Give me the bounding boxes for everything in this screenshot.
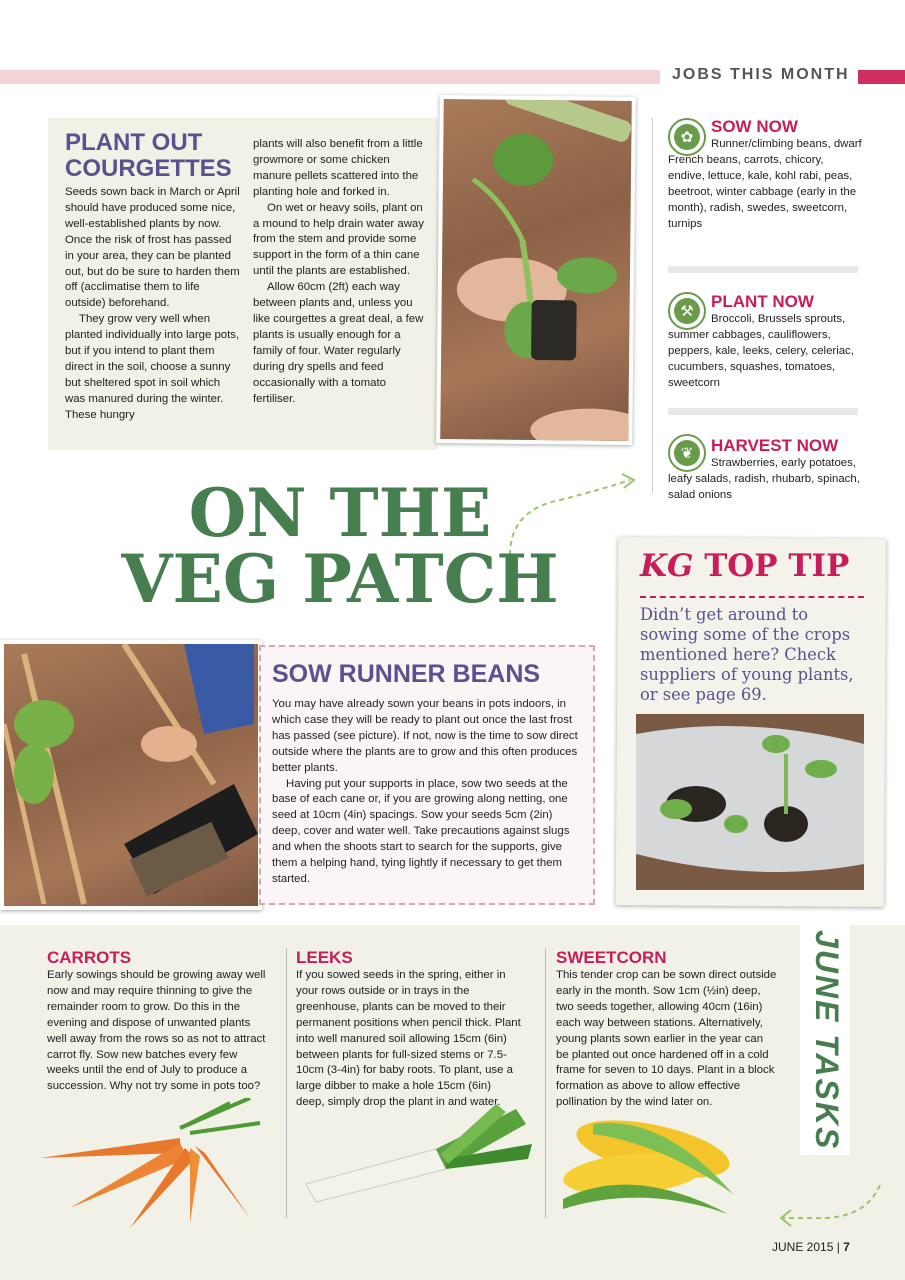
leeks-title: LEEKS bbox=[296, 948, 353, 967]
june-tasks-label: JUNE TASKS bbox=[809, 930, 845, 1151]
section-title: JOBS THIS MONTH bbox=[672, 66, 850, 83]
leeks-text: If you sowed seeds in the spring, either in your rows outside or in trays in the greenhouse, plants can be moved to their permanent positions when pencil thick. Plant into well manured soil allowing 15cm (6in) between plants for full-sized stems or 7.5-10cm (3-4in) for baby roots. To plant, use a large dibber to make a hole 15cm (6in) deep, simply drop the plant in and water. bbox=[296, 969, 521, 1109]
title-line-2: VEG PATCH bbox=[121, 540, 559, 618]
sidebar-rule bbox=[668, 408, 858, 415]
young-plants-photo bbox=[636, 714, 864, 890]
carrots-title: CARROTS bbox=[47, 948, 132, 967]
carrots-text: Early sowings should be growing away well now and may require thinning to give the remainder room to grow. Do this in the evening and dispose of unwanted plants well away from the rows so as not to attract carrot fly. Sow new batches every few weeks until the end of July to produce a succession. Why not try some in pots too? bbox=[47, 969, 266, 1093]
column-divider bbox=[286, 948, 287, 1218]
paragraph: They grow very well when planted individually into large pots, but if you intend to plant them direct in the soil, choose a sunny but sheltered spot in soil which was manured during the winter. These hungry bbox=[65, 313, 240, 421]
leek-icon bbox=[296, 1104, 532, 1204]
runner-beans-text bbox=[272, 697, 580, 888]
runner-bean-photo bbox=[0, 640, 262, 910]
paragraph: On wet or heavy soils, plant on a mound to help drain water away from the stem and provide some support in the form of a thin cane until the plants are established. bbox=[253, 201, 424, 278]
top-tip-label: TOP TIP bbox=[704, 548, 850, 584]
header-band bbox=[0, 70, 660, 84]
sidebar-rule bbox=[668, 266, 858, 273]
column-divider bbox=[545, 948, 546, 1218]
page-title bbox=[80, 474, 600, 618]
leaf-icon: ❦ bbox=[668, 434, 706, 472]
top-tip-title bbox=[640, 548, 849, 584]
harvest-now-text: Strawberries, early potatoes, leafy salads, radish, rhubarb, spinach, salad onions bbox=[668, 457, 860, 501]
sidebar-divider bbox=[652, 118, 653, 493]
header-accent bbox=[858, 70, 905, 84]
sow-now-title: SOW NOW bbox=[711, 117, 798, 136]
courgettes-column-1 bbox=[65, 185, 240, 424]
sow-now-text: Runner/climbing beans, dwarf French beans, carrots, chicory, endive, lettuce, kale, kohl rabi, peas, beetroot, winter cabbage (early in the month), radish, swedes, sweetcorn, turnips bbox=[668, 138, 862, 230]
top-tip-divider bbox=[640, 596, 864, 598]
sweetcorn-title: SWEETCORN bbox=[556, 948, 667, 967]
plant-now-text: Broccoli, Brussels sprouts, summer cabbages, cauliflowers, peppers, kale, leeks, celery, celeriac, cucumbers, squashes, tomatoes, sweetcorn bbox=[668, 313, 854, 389]
paragraph: You may have already sown your beans in pots indoors, in which case they will be ready to plant out once the last frost has passed (see picture). If not, now is the time to sow direct outside where the plants are to grow and this often produces better plants. bbox=[272, 698, 578, 774]
page-number: 7 bbox=[843, 1240, 850, 1254]
seed-packet-icon: ✿ bbox=[668, 118, 706, 156]
paragraph: Allow 60cm (2ft) each way between plants and, unless you like courgettes a great deal, a few plants is usually enough for a family of four. Water regularly during dry spells and feed occasionally with a tomato fertiliser. bbox=[253, 281, 424, 405]
paragraph: Seeds sown back in March or April should have produced some nice, well-established plants by now. Once the risk of frost has passed in your area, they can be planted out, but do be sure to harden them off (acclimatise them to life outside) beforehand. bbox=[65, 186, 240, 310]
dashed-arrow-icon bbox=[775, 1180, 885, 1230]
sweetcorn-icon bbox=[553, 1104, 733, 1219]
harvest-now-title: HARVEST NOW bbox=[711, 436, 839, 455]
plant-now-title: PLANT NOW bbox=[711, 292, 814, 311]
page-footer bbox=[772, 1240, 850, 1254]
carrots-icon bbox=[40, 1098, 260, 1233]
runner-bean-illustration bbox=[4, 644, 258, 906]
title-line-1: ON THE bbox=[188, 474, 492, 552]
footer-separator: | bbox=[836, 1240, 844, 1254]
paragraph: plants will also benefit from a little growmore or some chicken manure pellets scattered into the planting hole and forked in. bbox=[253, 138, 423, 198]
top-tip-text: Didn’t get around to sowing some of the crops mentioned here? Check suppliers of young plants, or see page 69. bbox=[640, 605, 854, 704]
courgette-planting-photo bbox=[436, 95, 636, 445]
courgettes-column-2 bbox=[253, 137, 428, 407]
courgette-illustration bbox=[440, 99, 632, 441]
trowel-icon: ⚒ bbox=[668, 292, 706, 330]
courgettes-title: PLANT OUT COURGETTES bbox=[65, 129, 232, 182]
paragraph: Having put your supports in place, sow two seeds at the base of each cane or, if you are growing along netting, one seed at 10cm (4in) spacings. Sow your seeds 5cm (2in) deep, cover and water well. Take precautions against slugs and when the shoots start to search for the supports, give them a helping hand, tying lightly if necessary to get them started. bbox=[272, 777, 570, 885]
young-plants-illustration bbox=[636, 714, 864, 890]
top-tip-kg: KG bbox=[640, 548, 694, 584]
runner-beans-title: SOW RUNNER BEANS bbox=[272, 660, 541, 688]
issue-date: JUNE 2015 bbox=[772, 1240, 834, 1254]
sweetcorn-text: This tender crop can be sown direct outside early in the month. Sow 1cm (½in) deep, two seeds together, allowing 40cm (16in) each way between stations. Alternatively, young plants sown earlier in the year can be planted out once hardened off in a cold frame for seven to 10 days. Plant in a block formation as above to allow effective pollination by the wind later on. bbox=[556, 969, 777, 1109]
